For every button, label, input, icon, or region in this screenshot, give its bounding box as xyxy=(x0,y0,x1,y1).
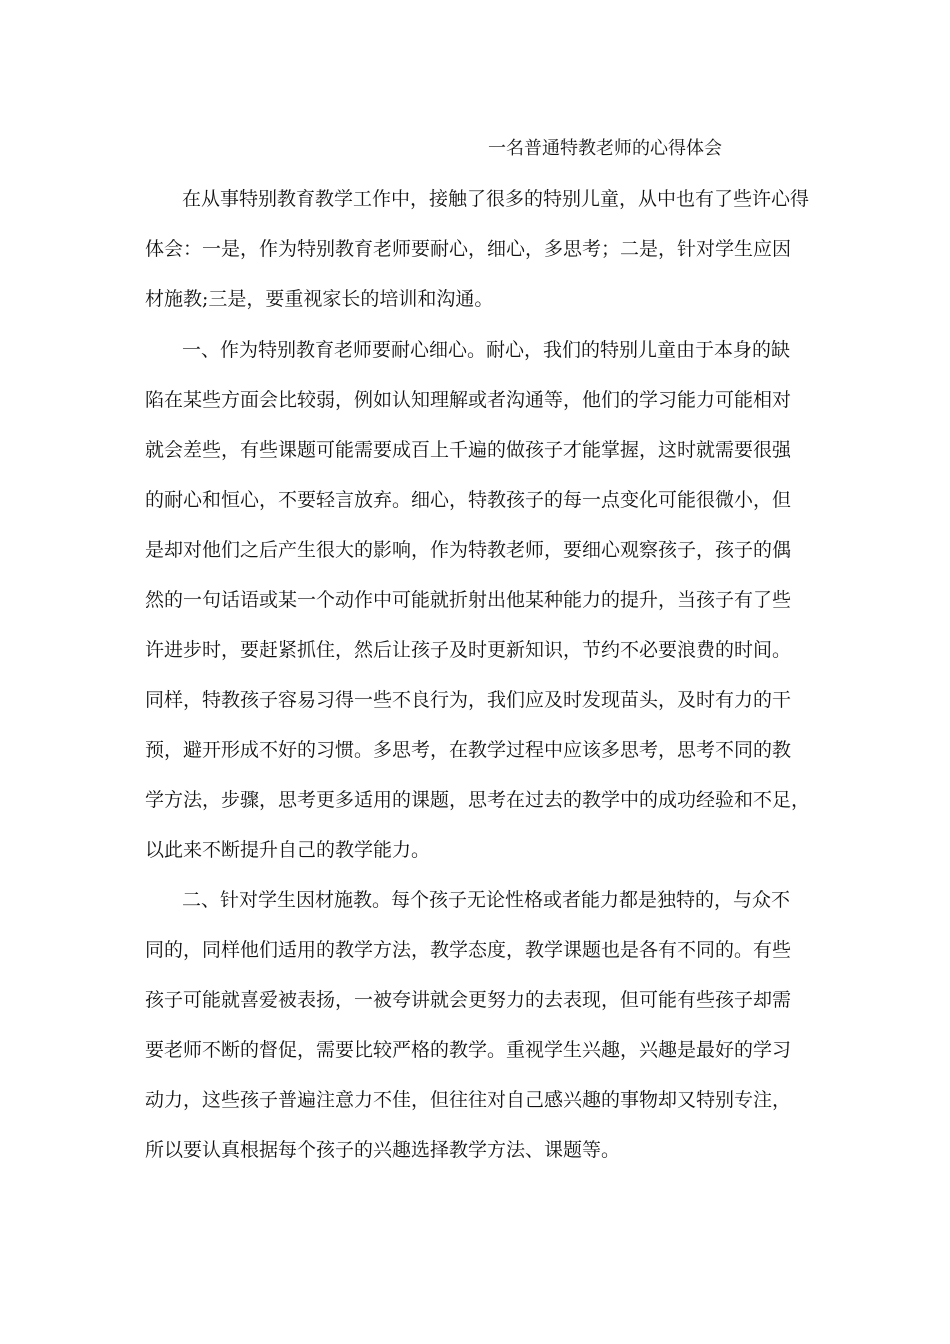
paragraph-line: 一、作为特别教育老师要耐心细心。耐心，我们的特别儿童由于本身的缺 xyxy=(182,339,791,361)
paragraph-line: 然的一句话语或某一个动作中可能就折射出他某种能力的提升，当孩子有了些 xyxy=(145,589,792,611)
paragraph-line: 陷在某些方面会比较弱，例如认知理解或者沟通等，他们的学习能力可能相对 xyxy=(145,389,792,411)
paragraph-line: 材施教;三是，要重视家长的培训和沟通。 xyxy=(145,288,494,310)
paragraph-line: 在从事特别教育教学工作中，接触了很多的特别儿童，从中也有了些许心得 xyxy=(182,188,810,210)
paragraph-line: 学方法，步骤，思考更多适用的课题，思考在过去的教学中的成功经验和不足， xyxy=(145,789,811,811)
paragraph-line: 动力，这些孩子普遍注意力不佳，但往往对自己感兴趣的事物却又特别专注， xyxy=(145,1089,792,1111)
paragraph-line: 二、针对学生因材施教。每个孩子无论性格或者能力都是独特的，与众不 xyxy=(182,889,791,911)
paragraph-line: 是却对他们之后产生很大的影响，作为特教老师，要细心观察孩子，孩子的偶 xyxy=(145,539,792,561)
paragraph-line: 同的，同样他们适用的教学方法，教学态度，教学课题也是各有不同的。有些 xyxy=(145,939,792,961)
paragraph-line: 要老师不断的督促，需要比较严格的教学。重视学生兴趣，兴趣是最好的学习 xyxy=(145,1039,792,1061)
paragraph-line: 以此来不断提升自己的教学能力。 xyxy=(145,839,431,861)
paragraph-line: 预，避开形成不好的习惯。多思考，在教学过程中应该多思考，思考不同的教 xyxy=(145,739,792,761)
paragraph-line: 许进步时，要赶紧抓住，然后让孩子及时更新知识，节约不必要浪费的时间。 xyxy=(145,639,792,661)
paragraph-line: 同样，特教孩子容易习得一些不良行为，我们应及时发现苗头，及时有力的干 xyxy=(145,689,792,711)
paragraph-line: 所以要认真根据每个孩子的兴趣选择教学方法、课题等。 xyxy=(145,1139,621,1161)
document-title: 一名普通特教老师的心得体会 xyxy=(488,138,722,159)
paragraph-line: 就会差些，有些课题可能需要成百上千遍的做孩子才能掌握，这时就需要很强 xyxy=(145,439,792,461)
paragraph-line: 体会：一是，作为特别教育老师要耐心，细心，多思考；二是，针对学生应因 xyxy=(145,238,792,260)
paragraph-line: 的耐心和恒心，不要轻言放弃。细心，特教孩子的每一点变化可能很微小，但 xyxy=(145,489,792,511)
paragraph-line: 孩子可能就喜爱被表扬，一被夸讲就会更努力的去表现，但可能有些孩子却需 xyxy=(145,989,792,1011)
